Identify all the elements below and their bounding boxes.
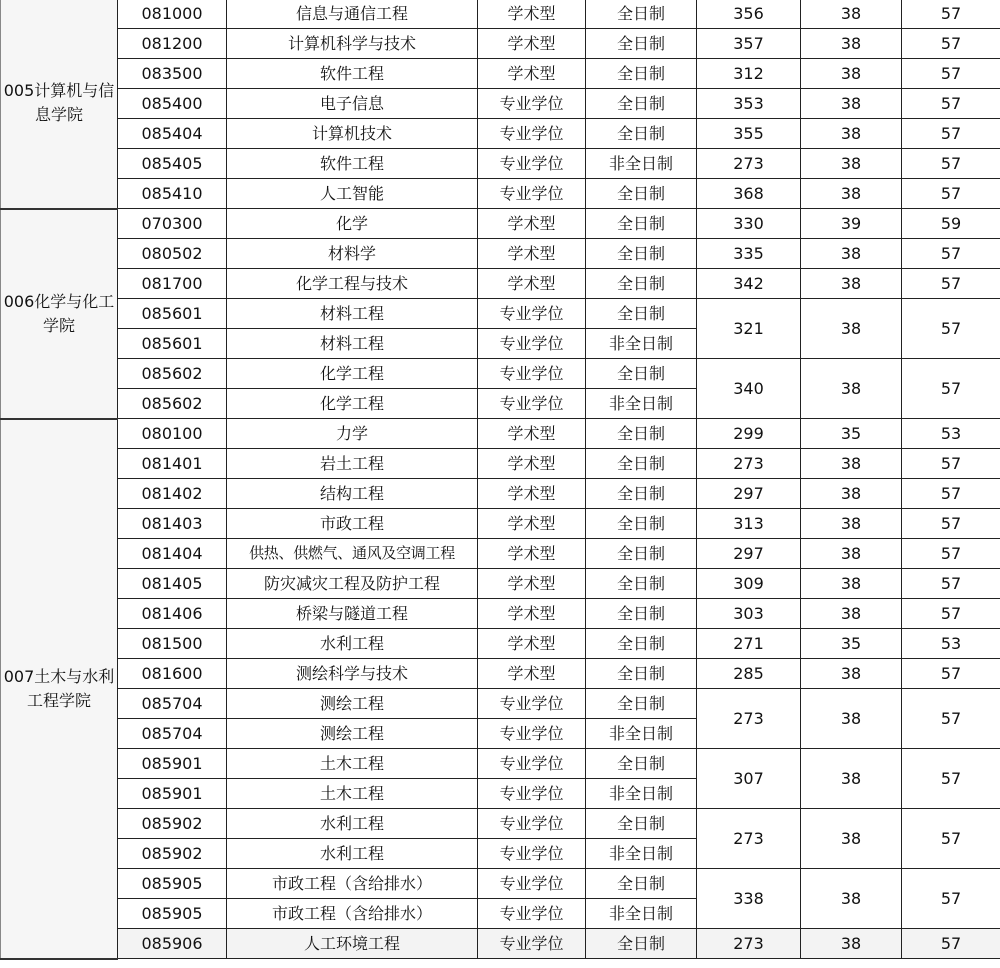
total-score-cell: 355 [697,119,801,149]
single-subject-score-cell: 38 [801,299,902,359]
total-score-cell: 273 [697,449,801,479]
total-score-cell: 307 [697,749,801,809]
degree-type-cell: 学术型 [478,239,586,269]
major-code-cell: 081000 [118,0,227,29]
degree-type-cell: 学术型 [478,659,586,689]
total-score-cell: 299 [697,419,801,449]
table-row [1,659,1000,689]
major-name-cell: 防灾减灾工程及防护工程 [227,569,478,599]
table-row [1,869,1000,899]
major-name-cell: 市政工程（含给排水） [227,869,478,899]
study-mode-cell: 全日制 [586,659,697,689]
total-score-cell: 357 [697,29,801,59]
table-row [1,569,1000,599]
single-subject-score-cell: 38 [801,179,902,209]
single-subject-score-cell: 57 [902,239,1000,269]
study-mode-cell: 全日制 [586,29,697,59]
degree-type-cell: 专业学位 [478,299,586,329]
table-row [1,119,1000,149]
single-subject-score-cell: 38 [801,0,902,29]
total-score-cell: 273 [697,929,801,959]
single-subject-score-cell: 38 [801,359,902,419]
study-mode-cell: 非全日制 [586,149,697,179]
major-code-cell: 080502 [118,239,227,269]
single-subject-score-cell: 38 [801,89,902,119]
table-row [1,239,1000,269]
study-mode-cell: 非全日制 [586,389,697,419]
major-code-cell: 081402 [118,479,227,509]
single-subject-score-cell: 38 [801,149,902,179]
total-score-cell: 368 [697,179,801,209]
table-row [1,29,1000,59]
major-code-cell: 085901 [118,779,227,809]
major-code-cell: 085901 [118,749,227,779]
major-name-cell: 水利工程 [227,809,478,839]
single-subject-score-cell: 57 [902,0,1000,29]
degree-type-cell: 专业学位 [478,779,586,809]
major-code-cell: 085601 [118,299,227,329]
major-code-cell: 085905 [118,899,227,929]
single-subject-score-cell: 57 [902,659,1000,689]
single-subject-score-cell: 57 [902,599,1000,629]
degree-type-cell: 学术型 [478,509,586,539]
total-score-cell: 330 [697,209,801,239]
single-subject-score-cell: 57 [902,179,1000,209]
single-subject-score-cell: 35 [801,629,902,659]
single-subject-score-cell: 57 [902,359,1000,419]
major-code-cell: 081404 [118,539,227,569]
major-code-cell: 081600 [118,659,227,689]
table-row [1,689,1000,719]
single-subject-score-cell: 38 [801,809,902,869]
total-score-cell: 297 [697,479,801,509]
table-row [1,599,1000,629]
study-mode-cell: 全日制 [586,209,697,239]
table-row [1,449,1000,479]
single-subject-score-cell: 38 [801,59,902,89]
degree-type-cell: 专业学位 [478,89,586,119]
study-mode-cell: 全日制 [586,0,697,29]
single-subject-score-cell: 38 [801,569,902,599]
degree-type-cell: 专业学位 [478,749,586,779]
study-mode-cell: 全日制 [586,449,697,479]
single-subject-score-cell: 57 [902,809,1000,869]
table-row [1,509,1000,539]
single-subject-score-cell: 57 [902,929,1000,959]
study-mode-cell: 全日制 [586,749,697,779]
single-subject-score-cell: 57 [902,449,1000,479]
table-row [1,419,1000,449]
table-row [1,149,1000,179]
table-row [1,89,1000,119]
major-name-cell: 结构工程 [227,479,478,509]
single-subject-score-cell: 38 [801,269,902,299]
study-mode-cell: 全日制 [586,629,697,659]
degree-type-cell: 专业学位 [478,839,586,869]
single-subject-score-cell: 57 [902,29,1000,59]
major-name-cell: 力学 [227,419,478,449]
study-mode-cell: 全日制 [586,599,697,629]
major-code-cell: 081401 [118,449,227,479]
major-code-cell: 085905 [118,869,227,899]
single-subject-score-cell: 57 [902,509,1000,539]
major-code-cell: 081500 [118,629,227,659]
degree-type-cell: 学术型 [478,629,586,659]
total-score-cell: 340 [697,359,801,419]
degree-type-cell: 学术型 [478,569,586,599]
table-row [1,299,1000,329]
table-row [1,179,1000,209]
college-name-cell: 005计算机与信息学院 [1,0,118,209]
study-mode-cell: 非全日制 [586,719,697,749]
college-name-cell: 007土木与水利工程学院 [1,419,118,959]
degree-type-cell: 专业学位 [478,869,586,899]
study-mode-cell: 全日制 [586,929,697,959]
degree-type-cell: 学术型 [478,479,586,509]
major-name-cell: 材料工程 [227,299,478,329]
major-name-cell: 桥梁与隧道工程 [227,599,478,629]
major-code-cell: 080100 [118,419,227,449]
study-mode-cell: 全日制 [586,239,697,269]
single-subject-score-cell: 35 [801,419,902,449]
major-name-cell: 计算机技术 [227,119,478,149]
degree-type-cell: 专业学位 [478,929,586,959]
study-mode-cell: 非全日制 [586,899,697,929]
single-subject-score-cell: 39 [801,209,902,239]
major-code-cell: 070300 [118,209,227,239]
total-score-cell: 273 [697,149,801,179]
degree-type-cell: 学术型 [478,209,586,239]
single-subject-score-cell: 38 [801,449,902,479]
study-mode-cell: 全日制 [586,359,697,389]
single-subject-score-cell: 59 [902,209,1000,239]
study-mode-cell: 全日制 [586,419,697,449]
study-mode-cell: 非全日制 [586,329,697,359]
study-mode-cell: 全日制 [586,689,697,719]
study-mode-cell: 全日制 [586,539,697,569]
study-mode-cell: 全日制 [586,59,697,89]
major-code-cell: 085410 [118,179,227,209]
major-code-cell: 081405 [118,569,227,599]
single-subject-score-cell: 38 [801,929,902,959]
table-row [1,209,1000,239]
study-mode-cell: 全日制 [586,869,697,899]
total-score-cell: 338 [697,869,801,929]
major-name-cell: 市政工程（含给排水） [227,899,478,929]
major-name-cell: 信息与通信工程 [227,0,478,29]
major-name-cell: 人工环境工程 [227,929,478,959]
study-mode-cell: 全日制 [586,299,697,329]
major-code-cell: 085601 [118,329,227,359]
single-subject-score-cell: 57 [902,149,1000,179]
table-row [1,929,1000,959]
major-code-cell: 081403 [118,509,227,539]
single-subject-score-cell: 53 [902,629,1000,659]
major-name-cell: 计算机科学与技术 [227,29,478,59]
table-row [1,59,1000,89]
total-score-cell: 285 [697,659,801,689]
total-score-cell: 353 [697,89,801,119]
single-subject-score-cell: 38 [801,29,902,59]
degree-type-cell: 学术型 [478,269,586,299]
degree-type-cell: 专业学位 [478,149,586,179]
major-code-cell: 085602 [118,389,227,419]
single-subject-score-cell: 38 [801,239,902,269]
degree-type-cell: 学术型 [478,449,586,479]
total-score-cell: 303 [697,599,801,629]
major-name-cell: 测绘工程 [227,719,478,749]
major-name-cell: 化学 [227,209,478,239]
single-subject-score-cell: 38 [801,869,902,929]
degree-type-cell: 专业学位 [478,359,586,389]
degree-type-cell: 专业学位 [478,119,586,149]
study-mode-cell: 全日制 [586,809,697,839]
major-code-cell: 085704 [118,689,227,719]
single-subject-score-cell: 57 [902,59,1000,89]
single-subject-score-cell: 57 [902,479,1000,509]
major-name-cell: 岩土工程 [227,449,478,479]
major-name-cell: 软件工程 [227,59,478,89]
major-code-cell: 085404 [118,119,227,149]
major-code-cell: 081700 [118,269,227,299]
total-score-cell: 309 [697,569,801,599]
degree-type-cell: 学术型 [478,29,586,59]
degree-type-cell: 专业学位 [478,179,586,209]
major-name-cell: 测绘工程 [227,689,478,719]
single-subject-score-cell: 57 [902,299,1000,359]
single-subject-score-cell: 57 [902,269,1000,299]
single-subject-score-cell: 57 [902,119,1000,149]
major-name-cell: 供热、供燃气、通风及空调工程 [227,539,478,569]
total-score-cell: 312 [697,59,801,89]
study-mode-cell: 非全日制 [586,839,697,869]
single-subject-score-cell: 38 [801,749,902,809]
total-score-cell: 313 [697,509,801,539]
major-name-cell: 水利工程 [227,839,478,869]
major-code-cell: 085704 [118,719,227,749]
study-mode-cell: 全日制 [586,269,697,299]
major-code-cell: 083500 [118,59,227,89]
college-name-cell: 006化学与化工学院 [1,209,118,419]
single-subject-score-cell: 38 [801,479,902,509]
total-score-cell: 342 [697,269,801,299]
study-mode-cell: 全日制 [586,89,697,119]
major-code-cell: 085906 [118,929,227,959]
major-name-cell: 电子信息 [227,89,478,119]
major-name-cell: 材料学 [227,239,478,269]
major-name-cell: 材料工程 [227,329,478,359]
table-row [1,359,1000,389]
major-code-cell: 081406 [118,599,227,629]
single-subject-score-cell: 57 [902,689,1000,749]
single-subject-score-cell: 57 [902,749,1000,809]
degree-type-cell: 学术型 [478,0,586,29]
table-row [1,539,1000,569]
single-subject-score-cell: 57 [902,89,1000,119]
total-score-cell: 273 [697,689,801,749]
table-row [1,809,1000,839]
degree-type-cell: 专业学位 [478,719,586,749]
single-subject-score-cell: 38 [801,539,902,569]
major-code-cell: 085602 [118,359,227,389]
single-subject-score-cell: 38 [801,509,902,539]
total-score-cell: 271 [697,629,801,659]
degree-type-cell: 专业学位 [478,329,586,359]
degree-type-cell: 学术型 [478,599,586,629]
single-subject-score-cell: 57 [902,539,1000,569]
study-mode-cell: 全日制 [586,569,697,599]
table-row [1,479,1000,509]
major-code-cell: 085400 [118,89,227,119]
degree-type-cell: 专业学位 [478,389,586,419]
single-subject-score-cell: 38 [801,689,902,749]
degree-type-cell: 学术型 [478,59,586,89]
total-score-cell: 356 [697,0,801,29]
total-score-cell: 273 [697,809,801,869]
total-score-cell: 321 [697,299,801,359]
single-subject-score-cell: 57 [902,569,1000,599]
major-name-cell: 软件工程 [227,149,478,179]
major-code-cell: 081200 [118,29,227,59]
single-subject-score-cell: 53 [902,419,1000,449]
table-row [1,0,1000,29]
single-subject-score-cell: 38 [801,659,902,689]
major-code-cell: 085902 [118,839,227,869]
major-name-cell: 测绘科学与技术 [227,659,478,689]
table-row [1,269,1000,299]
study-mode-cell: 非全日制 [586,779,697,809]
major-name-cell: 化学工程 [227,389,478,419]
major-code-cell: 085902 [118,809,227,839]
degree-type-cell: 专业学位 [478,809,586,839]
major-name-cell: 水利工程 [227,629,478,659]
single-subject-score-cell: 57 [902,869,1000,929]
single-subject-score-cell: 38 [801,599,902,629]
major-name-cell: 化学工程 [227,359,478,389]
major-name-cell: 土木工程 [227,779,478,809]
degree-type-cell: 学术型 [478,419,586,449]
study-mode-cell: 全日制 [586,509,697,539]
total-score-cell: 297 [697,539,801,569]
major-name-cell: 人工智能 [227,179,478,209]
major-name-cell: 化学工程与技术 [227,269,478,299]
total-score-cell: 335 [697,239,801,269]
study-mode-cell: 全日制 [586,119,697,149]
table-row [1,749,1000,779]
degree-type-cell: 学术型 [478,539,586,569]
major-code-cell: 085405 [118,149,227,179]
score-table-body [1,0,1000,959]
single-subject-score-cell: 38 [801,119,902,149]
table-row [1,629,1000,659]
study-mode-cell: 全日制 [586,179,697,209]
degree-type-cell: 专业学位 [478,689,586,719]
major-name-cell: 土木工程 [227,749,478,779]
degree-type-cell: 专业学位 [478,899,586,929]
study-mode-cell: 全日制 [586,479,697,509]
major-name-cell: 市政工程 [227,509,478,539]
